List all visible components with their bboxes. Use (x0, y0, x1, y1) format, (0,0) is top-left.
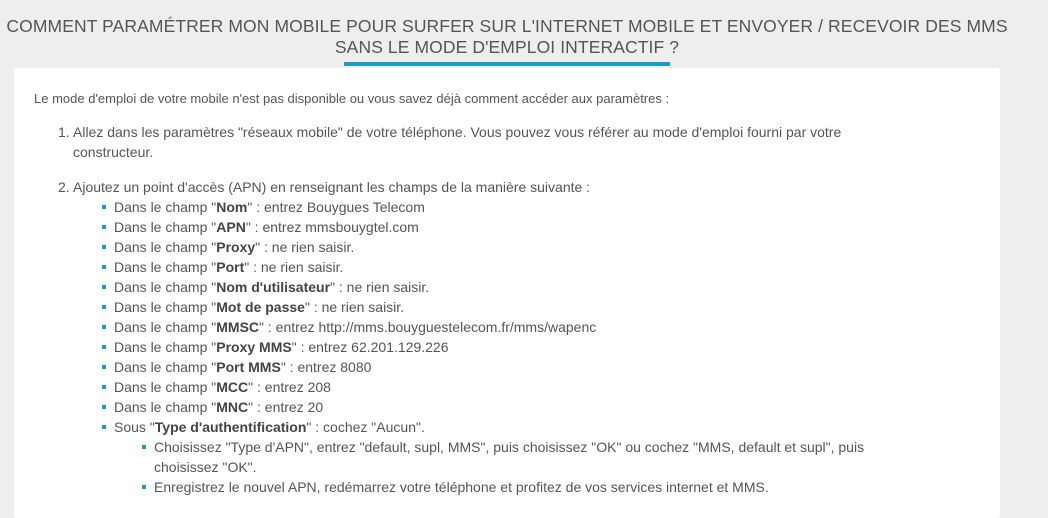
step-text-line-2: constructeur. (73, 144, 154, 160)
list-item: Dans le champ "Port" : ne rien saisir. (102, 257, 596, 277)
bullet-icon (102, 305, 106, 309)
list-item: Dans le champ "MNC" : entrez 20 (102, 397, 596, 417)
intro-text: Le mode d'emploi de votre mobile n'est pas disponible ou vous savez déjà comment accéder aux paramètres : (34, 91, 670, 106)
title-underline (344, 62, 670, 66)
step-number: 2. (58, 179, 70, 195)
bullet-icon (102, 325, 106, 329)
bullet-icon (142, 445, 146, 449)
list-item: Dans le champ "MCC" : entrez 208 (102, 377, 596, 397)
sub-list-item (142, 437, 974, 477)
list-item: Dans le champ "Nom d'utilisateur" : ne rien saisir. (102, 277, 596, 297)
bullet-icon (102, 205, 106, 209)
list-item: Dans le champ "Port MMS" : entrez 8080 (102, 357, 596, 377)
list-item: Dans le champ "Proxy MMS" : entrez 62.201.129.226 (102, 337, 596, 357)
step-text-line-1: Allez dans les paramètres "réseaux mobile" de votre téléphone. Vous pouvez vous référer au mode d'emploi fourni par votre (73, 124, 842, 140)
bullet-icon (102, 425, 106, 429)
sub-item-line-1: Choisissez "Type d'APN", entrez "default, supl, MMS", puis choisissez "OK" ou cochez "MMS, default et supl", puis (154, 439, 865, 455)
list-item: Dans le champ "MMSC" : entrez http://mms.bouyguestelecom.fr/mms/wapenc (102, 317, 596, 337)
list-item: Sous "Type d'authentification" : cochez "Aucun". (102, 417, 596, 437)
sub-item-line-2: choisissez "OK". (154, 459, 257, 475)
list-item: Dans le champ "Nom" : entrez Bouygues Telecom (102, 197, 596, 217)
step-text-line-1: Ajoutez un point d'accès (APN) en renseignant les champs de la manière suivante : (73, 179, 591, 195)
bullet-icon (102, 285, 106, 289)
bullet-icon (102, 245, 106, 249)
field-list (102, 197, 596, 437)
bullet-icon (102, 345, 106, 349)
bullet-icon (102, 365, 106, 369)
step-number: 1. (58, 124, 70, 140)
bullet-icon (102, 385, 106, 389)
list-item: Dans le champ "Mot de passe" : ne rien saisir. (102, 297, 596, 317)
sub-item-line-1: Enregistrez le nouvel APN, redémarrez votre téléphone et profitez de vos services internet et MMS. (154, 479, 769, 495)
list-item: Dans le champ "APN" : entrez mmsbouygtel.com (102, 217, 596, 237)
list-item: Dans le champ "Proxy" : ne rien saisir. (102, 237, 596, 257)
page-title-line-2: SANS LE MODE D'EMPLOI INTERACTIF ? (334, 37, 680, 57)
bullet-icon (102, 405, 106, 409)
page-title (0, 16, 1014, 58)
bullet-icon (102, 225, 106, 229)
bullet-icon (102, 265, 106, 269)
bullet-icon (142, 485, 146, 489)
sub-list-item (142, 477, 974, 497)
page-title-line-1: COMMENT PARAMÉTRER MON MOBILE POUR SURFER SUR L'INTERNET MOBILE ET ENVOYER / RECEVOIR DES MMS (6, 16, 1008, 36)
